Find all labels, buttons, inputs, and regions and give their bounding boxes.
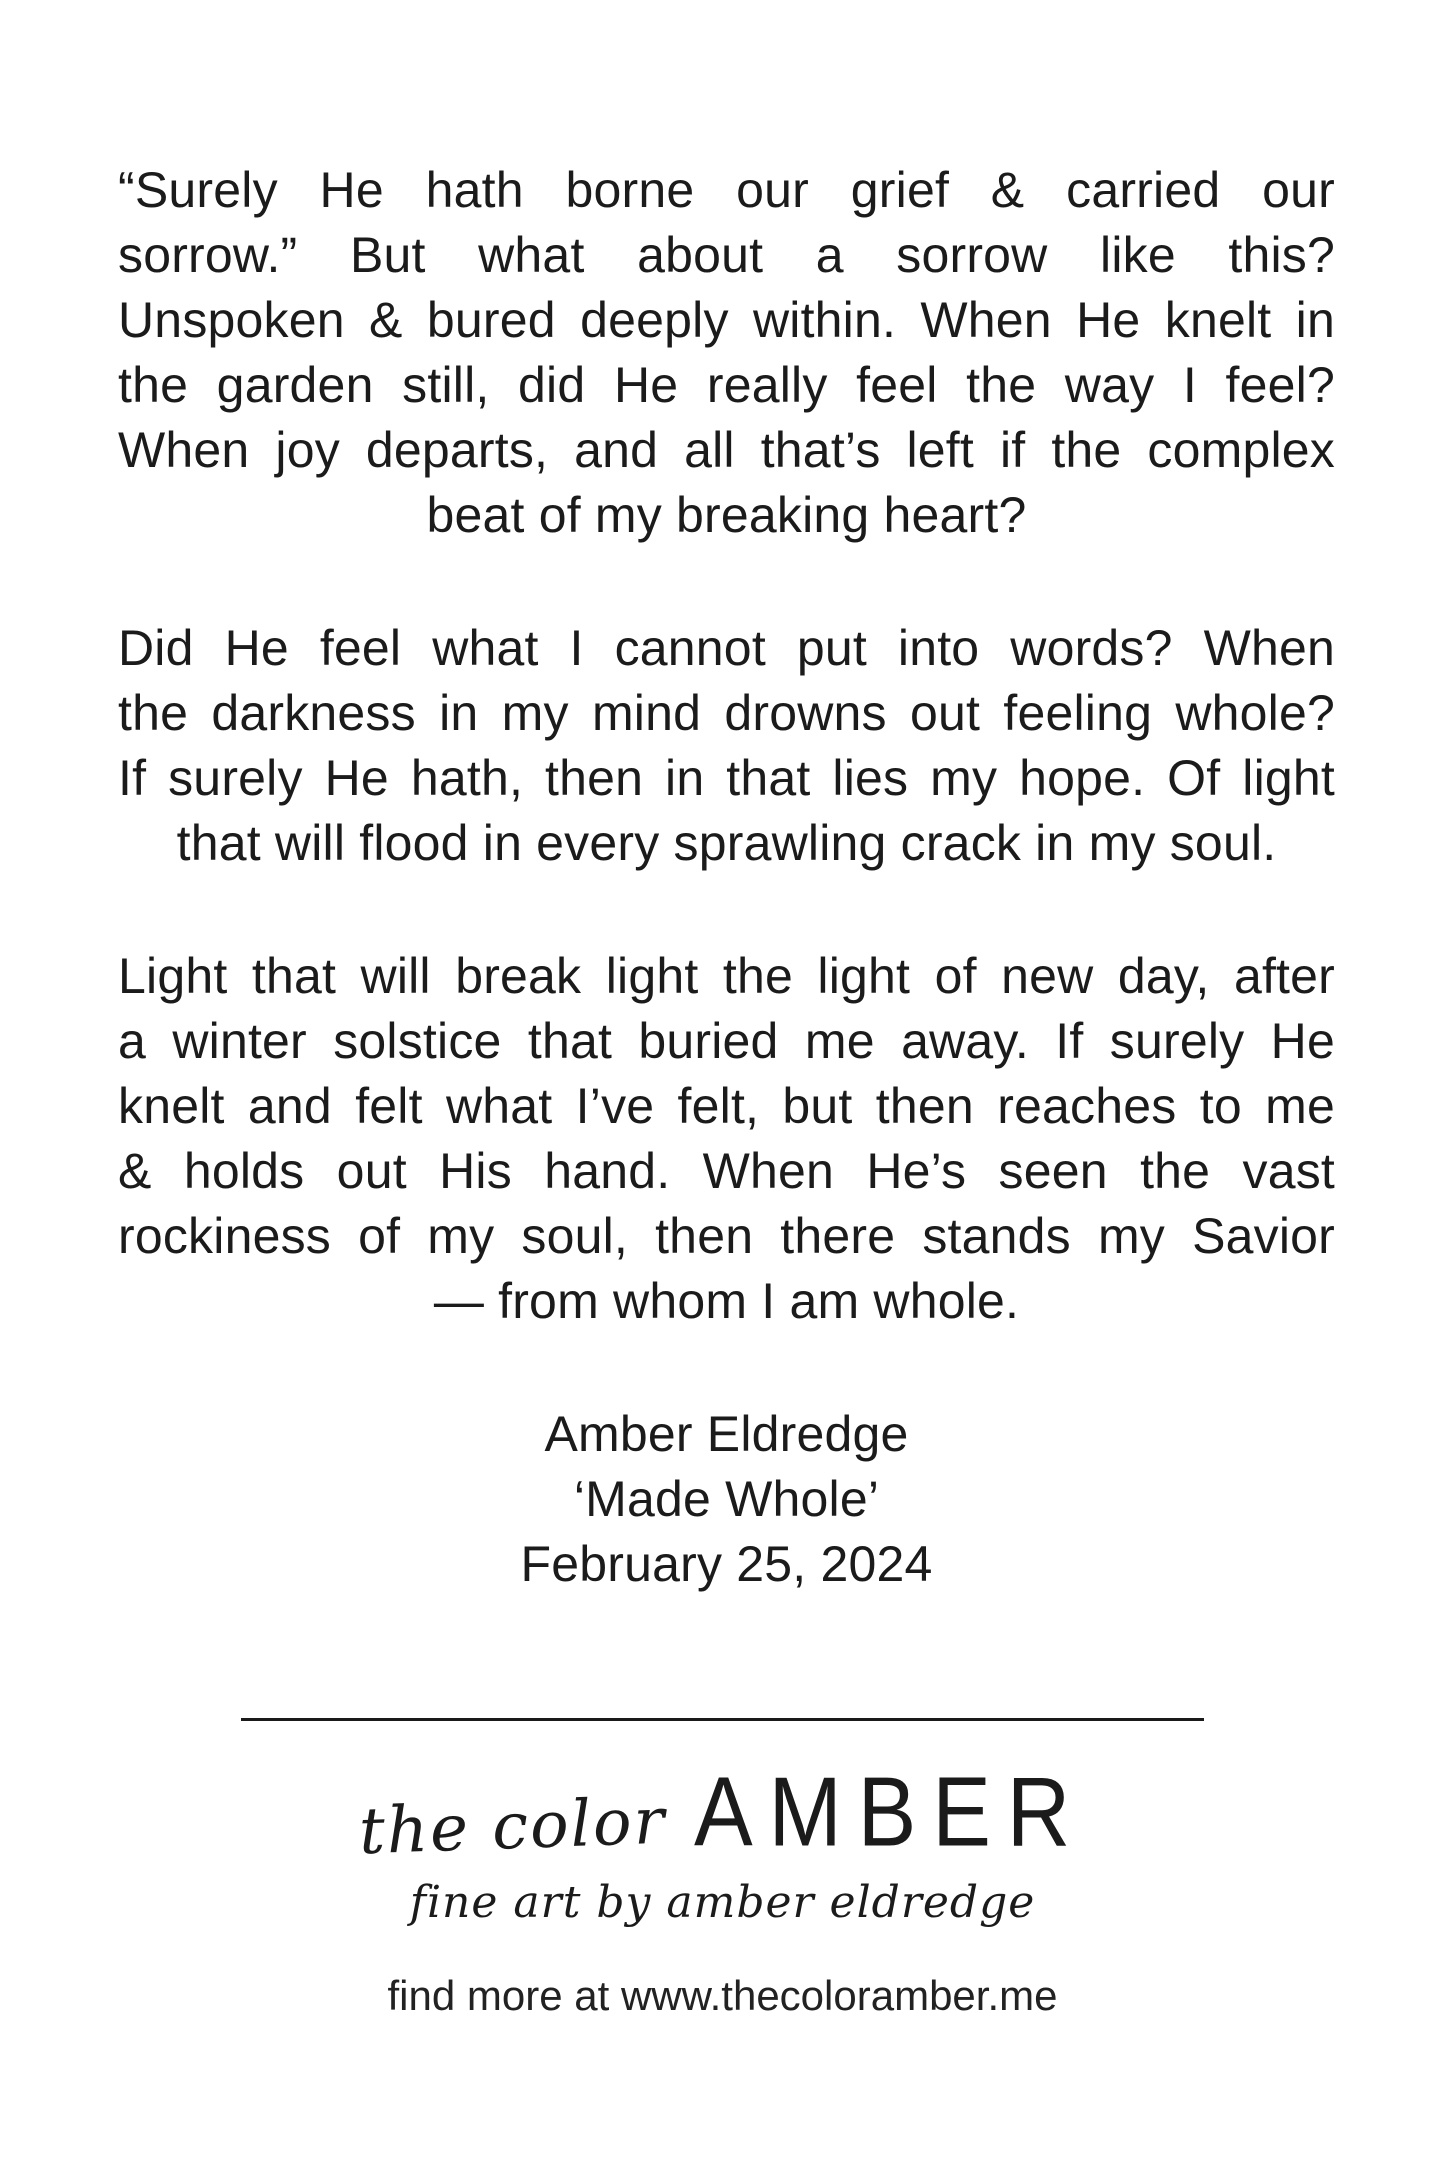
poem-line: If surely He hath, then in that lies my hope. Of light bbox=[118, 750, 1335, 806]
poem-line: the darkness in my mind drowns out feeling whole? bbox=[118, 685, 1335, 741]
attribution-block bbox=[118, 1402, 1335, 1597]
poem-line: Did He feel what I cannot put into words? When bbox=[118, 620, 1335, 676]
poem-line: — from whom I am whole. bbox=[433, 1273, 1020, 1329]
poem-line: & holds out His hand. When He’s seen the vast bbox=[118, 1143, 1335, 1199]
attribution-date: February 25, 2024 bbox=[520, 1536, 933, 1592]
poem-line: rockiness of my soul, then there stands my Savior bbox=[118, 1208, 1335, 1264]
poem-line: knelt and felt what I’ve felt, but then reaches to me bbox=[118, 1078, 1335, 1134]
poem-line: Unspoken & bured deeply within. When He knelt in bbox=[118, 292, 1335, 348]
attribution-author: Amber Eldredge bbox=[544, 1406, 909, 1462]
poem-line: a winter solstice that buried me away. If surely He bbox=[118, 1013, 1335, 1069]
poem-line: beat of my breaking heart? bbox=[426, 487, 1027, 543]
footer bbox=[0, 1718, 1445, 2020]
poem-line: “Surely He hath borne our grief & carried our bbox=[118, 162, 1335, 218]
brand-logo-prefix: the color bbox=[357, 1784, 668, 1870]
poem-stanza-1 bbox=[118, 158, 1335, 548]
brand-logo-name: AMBER bbox=[693, 1755, 1087, 1867]
poem-stanza-3 bbox=[118, 944, 1335, 1334]
poem-stanza-2 bbox=[118, 616, 1335, 876]
find-more-text: find more at www.thecoloramber.me bbox=[387, 1972, 1058, 2019]
poem-line: sorrow.” But what about a sorrow like this? bbox=[118, 227, 1335, 283]
poem-line: Light that will break light the light of new day, after bbox=[118, 948, 1335, 1004]
poem-line: When joy departs, and all that’s left if the complex bbox=[118, 422, 1335, 478]
brand-logo bbox=[0, 1755, 1445, 1870]
poem-line: the garden still, did He really feel the way I feel? bbox=[118, 357, 1335, 413]
poem-line: that will flood in every sprawling crack in my soul. bbox=[176, 815, 1277, 871]
attribution-title: ‘Made Whole’ bbox=[573, 1471, 880, 1527]
brand-tagline: fine art by amber eldredge bbox=[409, 1877, 1036, 1928]
divider-line bbox=[241, 1718, 1204, 1721]
